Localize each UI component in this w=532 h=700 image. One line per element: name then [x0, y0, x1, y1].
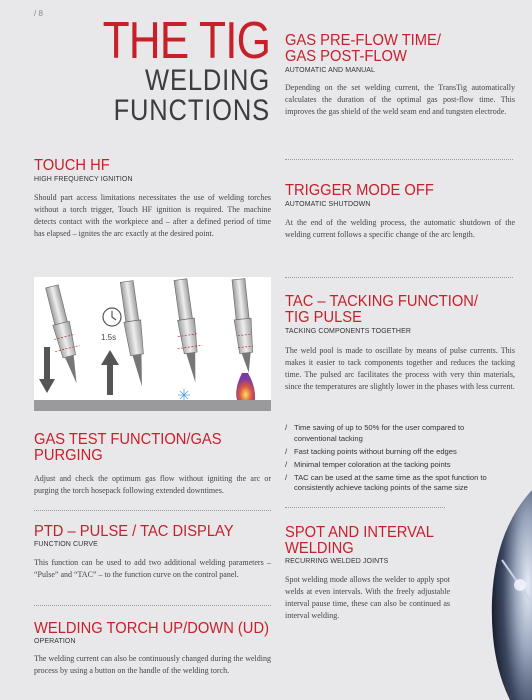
spark-icon: [178, 389, 190, 401]
trigger-mode-subtitle: AUTOMATIC SHUTDOWN: [285, 201, 371, 208]
gas-test-body: Adjust and check the optimum gas flow without igniting the arc or purging the torch hosepack following extended downtimes.: [34, 474, 271, 496]
arrow-down-icon: [39, 347, 55, 393]
gas-preflow-subtitle: AUTOMATIC AND MANUAL: [285, 67, 376, 74]
page-title-line3: FUNCTIONS: [113, 94, 270, 127]
tac-body: The weld pool is made to oscillate by means of pulse currents. This makes it easier to tack components together and reduces the tacking time. The pulsed arc facilitates the process with very thin materials, since the temperatures are slightly lower in the phases with less current.: [285, 346, 515, 392]
list-item: / Minimal temper coloration at the tacking points: [285, 460, 500, 471]
gas-preflow-heading-line2: GAS POST-FLOW: [285, 48, 407, 65]
list-item: / TAC can be used at the same time as the spot function to consistently achieve tacking points of the same size: [285, 473, 500, 494]
tac-heading: TAC – TACKING FUNCTION/: [285, 293, 479, 310]
gas-test-heading-line2: PURGING: [34, 447, 103, 464]
page-title-line2: WELDING: [145, 64, 270, 97]
arc-icon: [236, 373, 255, 400]
gas-preflow-heading: GAS PRE-FLOW TIME/: [285, 32, 441, 49]
divider: [285, 277, 513, 278]
tac-bullet-list: [285, 423, 500, 496]
divider: [34, 605, 271, 606]
ptd-subtitle: FUNCTION CURVE: [34, 541, 98, 548]
timer-label: 1.5s: [101, 333, 117, 342]
page-title: THE TIG: [102, 12, 270, 70]
welding-photo: [490, 490, 532, 700]
torch-illustration: [34, 277, 271, 411]
tac-heading-line2: TIG PULSE: [285, 309, 362, 326]
ptd-heading: PTD – PULSE / TAC DISPLAY: [34, 523, 234, 540]
torch-updown-heading: WELDING TORCH UP/DOWN (UD): [34, 620, 269, 637]
divider: [285, 159, 513, 160]
trigger-mode-body: At the end of the welding process, the automatic shutdown of the welding current follows a specific change of the arc length.: [285, 218, 515, 240]
touch-hf-body: Should part access limitations necessitates the use of welding torches without a torch trigger, Touch HF ignition is required. The machine detects contact with the workpiece and – after a defined period of time has elapsed – ignites the arc exactly at the desired point.: [34, 193, 271, 239]
touch-hf-heading: TOUCH HF: [34, 157, 110, 174]
page-number: / 8: [34, 9, 43, 18]
torch-updown-body: The welding current can also be continuously changed during the welding process by using a button on the handle of the welding torch.: [34, 654, 271, 676]
divider: [285, 507, 445, 508]
gas-test-heading: GAS TEST FUNCTION/GAS: [34, 431, 222, 448]
spot-body: Spot welding mode allows the welder to apply spot welds at even intervals. With the freely adjustable interval pause time, these can also be continued as interval welding.: [285, 575, 450, 621]
list-item: / Time saving of up to 50% for the user compared to conventional tacking: [285, 423, 500, 444]
divider: [34, 510, 271, 511]
tac-subtitle: TACKING COMPONENTS TOGETHER: [285, 328, 411, 335]
torch-updown-subtitle: OPERATION: [34, 638, 76, 645]
spot-heading: SPOT AND INTERVAL: [285, 524, 434, 541]
list-item: / Fast tacking points without burning off the edges: [285, 447, 500, 458]
spot-heading-line2: WELDING: [285, 540, 354, 557]
touch-hf-subtitle: HIGH FREQUENCY IGNITION: [34, 176, 133, 183]
spot-subtitle: RECURRING WELDED JOINTS: [285, 558, 389, 565]
ptd-body: This function can be used to add two additional welding parameters – “Pulse” and “TAC” – to the function curve on the control panel.: [34, 558, 271, 580]
gas-preflow-body: Depending on the set welding current, the TransTig automatically calculates the duration of the optimal gas post-flow time. This improves the gas shield of the weld seam end and tungsten electrode.: [285, 83, 515, 117]
arrow-up-icon: [101, 350, 119, 395]
trigger-mode-heading: TRIGGER MODE OFF: [285, 182, 434, 199]
